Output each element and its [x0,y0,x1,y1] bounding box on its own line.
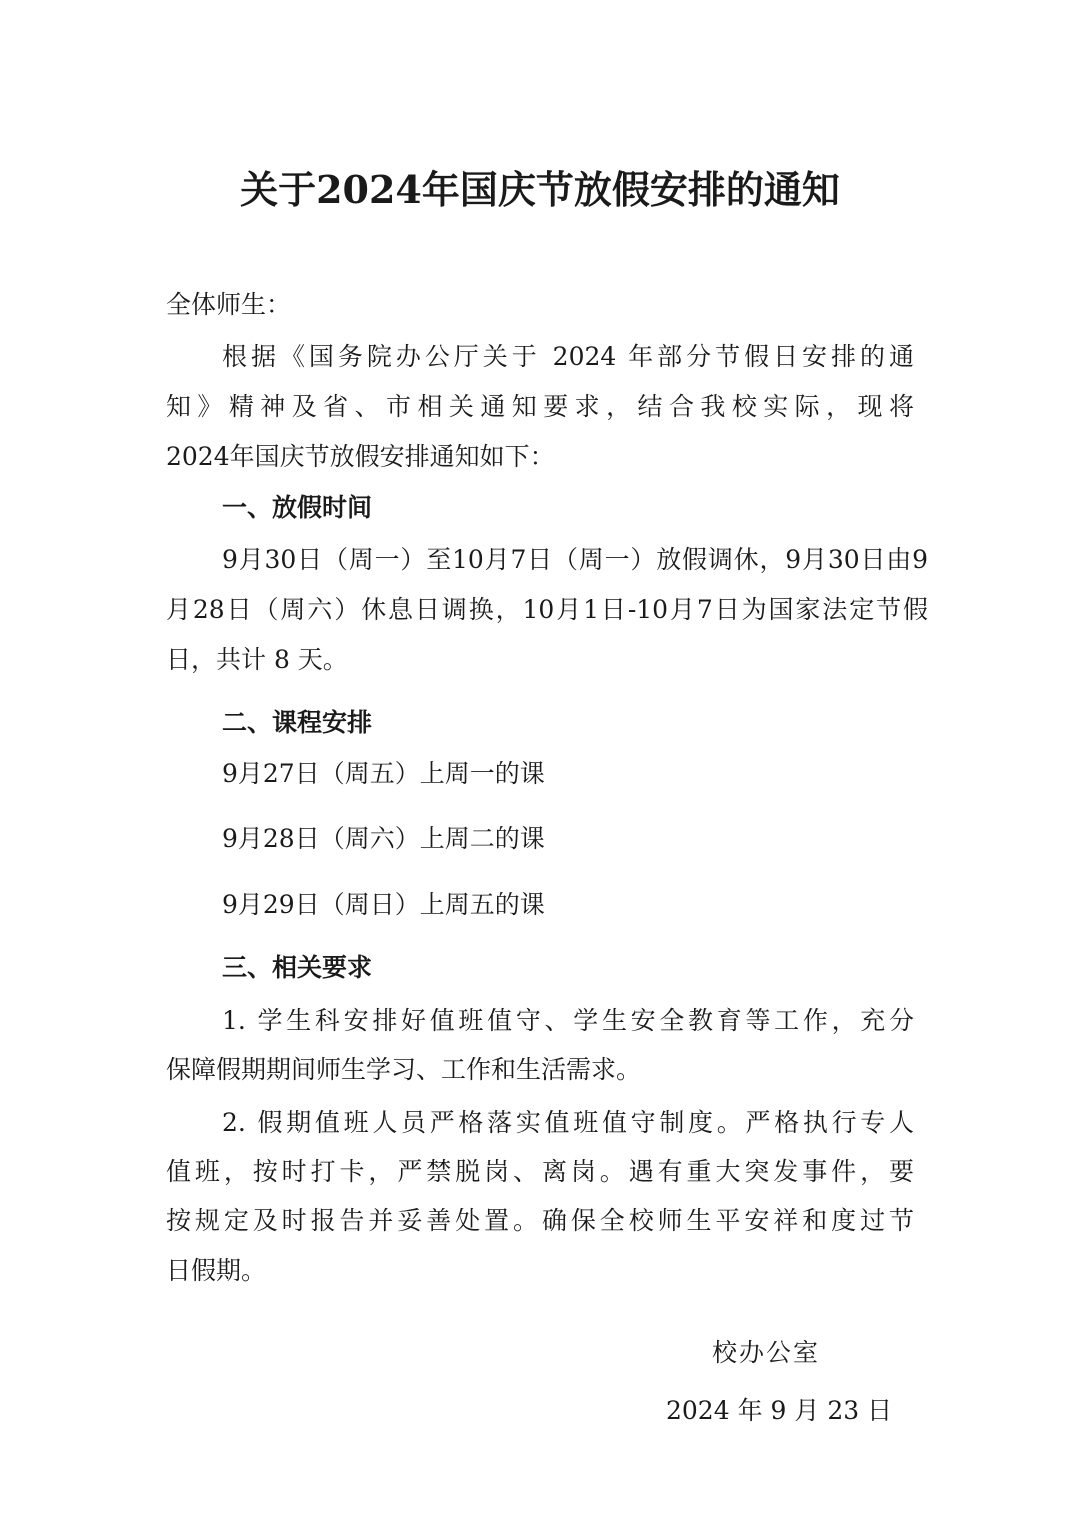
requirement-2-line-1: 2. 假期值班人员严格落实值班值守制度。严格执行专人 [222,1108,914,1137]
requirement-1-line-1: 1. 学生科安排好值班值守、学生安全教育等工作，充分 [222,1006,914,1035]
schedule-item: 9月29日（周日）上周五的课 [222,890,545,919]
intro-line-2: 知》精神及省、市相关通知要求，结合我校实际，现将 [166,392,914,421]
requirement-2-line-3: 按规定及时报告并妥善处置。确保全校师生平安祥和度过节 [166,1206,914,1235]
requirement-2-line-4: 日假期。 [166,1256,267,1285]
schedule-item: 9月28日（周六）上周二的课 [222,824,545,853]
section-line-1: 9月30日（周一）至10月7日（周一）放假调休，9月30日由9 [222,545,928,574]
requirement-1-line-2: 保障假期期间师生学习、工作和生活需求。 [166,1055,642,1084]
salutation: 全体师生： [166,290,292,319]
section-heading: 一、放假时间 [222,493,373,522]
section-heading: 二、课程安排 [222,708,373,737]
intro-line-3: 2024年国庆节放假安排通知如下： [166,442,555,471]
issue-date: 2024 年 9 月 23 日 [666,1396,893,1425]
schedule-item: 9月27日（周五）上周一的课 [222,759,545,788]
section-heading: 三、相关要求 [222,953,373,982]
issuing-office: 校办公室 [712,1338,821,1367]
section-line-2: 月28日（周六）休息日调换，10月1日-10月7日为国家法定节假 [166,595,928,624]
section-line-3: 日，共计 8 天。 [166,645,348,674]
intro-line-1: 根据《国务院办公厅关于 2024 年部分节假日安排的通 [222,342,914,371]
document-title: 关于2024年国庆节放假安排的通知 [240,167,840,212]
requirement-2-line-2: 值班，按时打卡，严禁脱岗、离岗。遇有重大突发事件，要 [166,1157,914,1186]
